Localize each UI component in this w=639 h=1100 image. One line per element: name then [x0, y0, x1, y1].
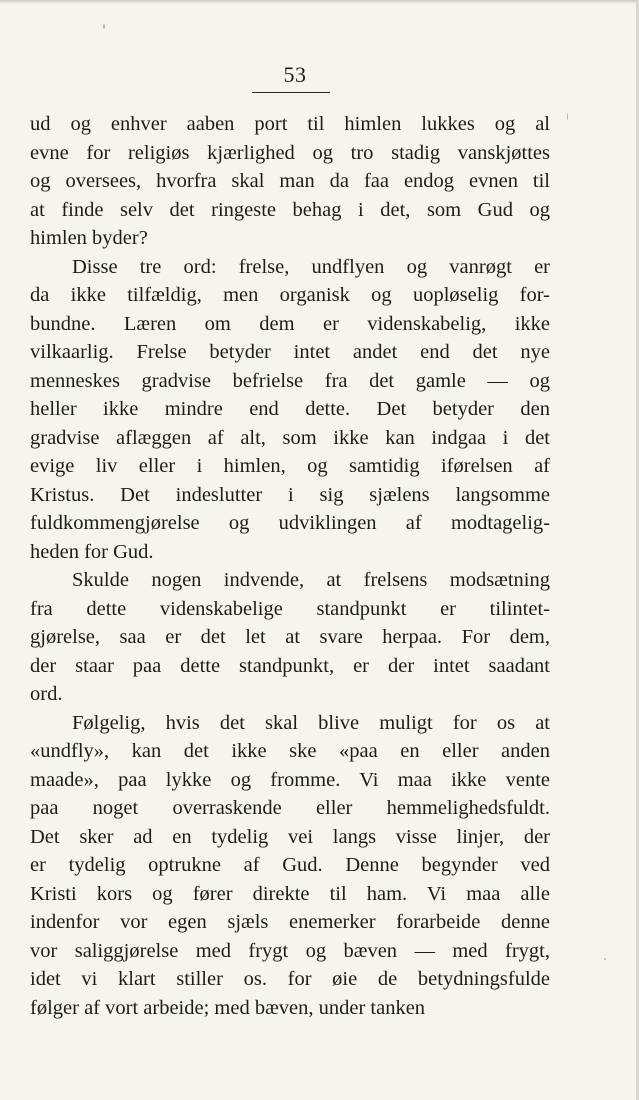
text-line: indenfor vor egen sjæls enemerker forarbeide denne	[30, 911, 550, 933]
body-text	[30, 110, 550, 1022]
text-line: himlen byder?	[30, 227, 148, 249]
text-line: er tydelig optrukne af Gud. Denne begynder ved	[30, 854, 550, 876]
paragraph	[30, 110, 550, 253]
text-line: vilkaarlig. Frelse betyder intet andet end det nye	[30, 341, 550, 363]
text-line: Skulde nogen indvende, at frelsens modsætning	[72, 569, 550, 591]
text-line: Det sker ad en tydelig vei langs visse linjer, der	[30, 825, 550, 848]
text-line: Kristi kors og fører direkte til ham. Vi maa alle	[30, 882, 550, 905]
paragraph	[30, 253, 550, 567]
text-line: ud og enhver aaben port til himlen lukkes og al	[30, 113, 550, 135]
text-line: idet vi klart stiller os. for øie de betydningsfulde	[30, 968, 550, 990]
page-number-rule	[252, 92, 330, 93]
text-line: paa noget overraskende eller hemmelighedsfuldt.	[30, 797, 550, 819]
text-line: og oversees, hvorfra skal man da faa endog evnen til	[30, 170, 550, 192]
text-line: bundne. Læren om dem er videnskabelig, ikke	[30, 312, 550, 335]
text-line: evne for religiøs kjærlighed og tro stadig vanskjøttes	[30, 141, 550, 164]
paper-speck	[567, 113, 568, 120]
text-line: at finde selv det ringeste behag i det, som Gud og	[30, 198, 550, 221]
text-line: fra dette videnskabelige standpunkt er tilintet-	[30, 597, 550, 620]
text-line: vor saliggjørelse med frygt og bæven — med frygt,	[30, 939, 550, 962]
text-line: fuldkommengjørelse og udviklingen af modtagelig-	[30, 512, 550, 534]
text-line: da ikke tilfældig, men organisk og uopløselig for-	[30, 284, 550, 306]
text-line: heden for Gud.	[30, 540, 154, 563]
text-line: ord.	[30, 683, 63, 705]
paper-speck	[604, 958, 606, 960]
text-line: maade», paa lykke og fromme. Vi maa ikke vente	[30, 768, 550, 791]
text-line: gjørelse, saa er det let at svare herpaa. For dem,	[30, 626, 550, 648]
text-line: «undfly», kan det ikke ske «paa en eller anden	[30, 740, 550, 762]
paragraph	[30, 566, 550, 709]
page-top-edge	[0, 0, 639, 4]
text-line: Kristus. Det indeslutter i sig sjælens langsomme	[30, 483, 550, 506]
page-number: 53	[283, 62, 307, 87]
text-line: evige liv eller i himlen, og samtidig iførelsen af	[30, 455, 550, 477]
text-line: heller ikke mindre end dette. Det betyder den	[30, 398, 550, 420]
text-line: Disse tre ord: frelse, undflyen og vanrøgt er	[72, 255, 550, 278]
paragraph	[30, 709, 550, 1023]
text-line: der staar paa dette standpunkt, er der intet saadant	[30, 654, 550, 677]
text-line: følger af vort arbeide; med bæven, under tanken	[30, 996, 426, 1019]
text-line: menneskes gradvise befrielse fra det gamle — og	[30, 369, 550, 392]
paper-speck	[103, 24, 105, 29]
text-line: gradvise aflæggen af alt, som ikke kan indgaa i det	[30, 426, 550, 449]
text-line: Følgelig, hvis det skal blive muligt for os at	[72, 711, 550, 734]
